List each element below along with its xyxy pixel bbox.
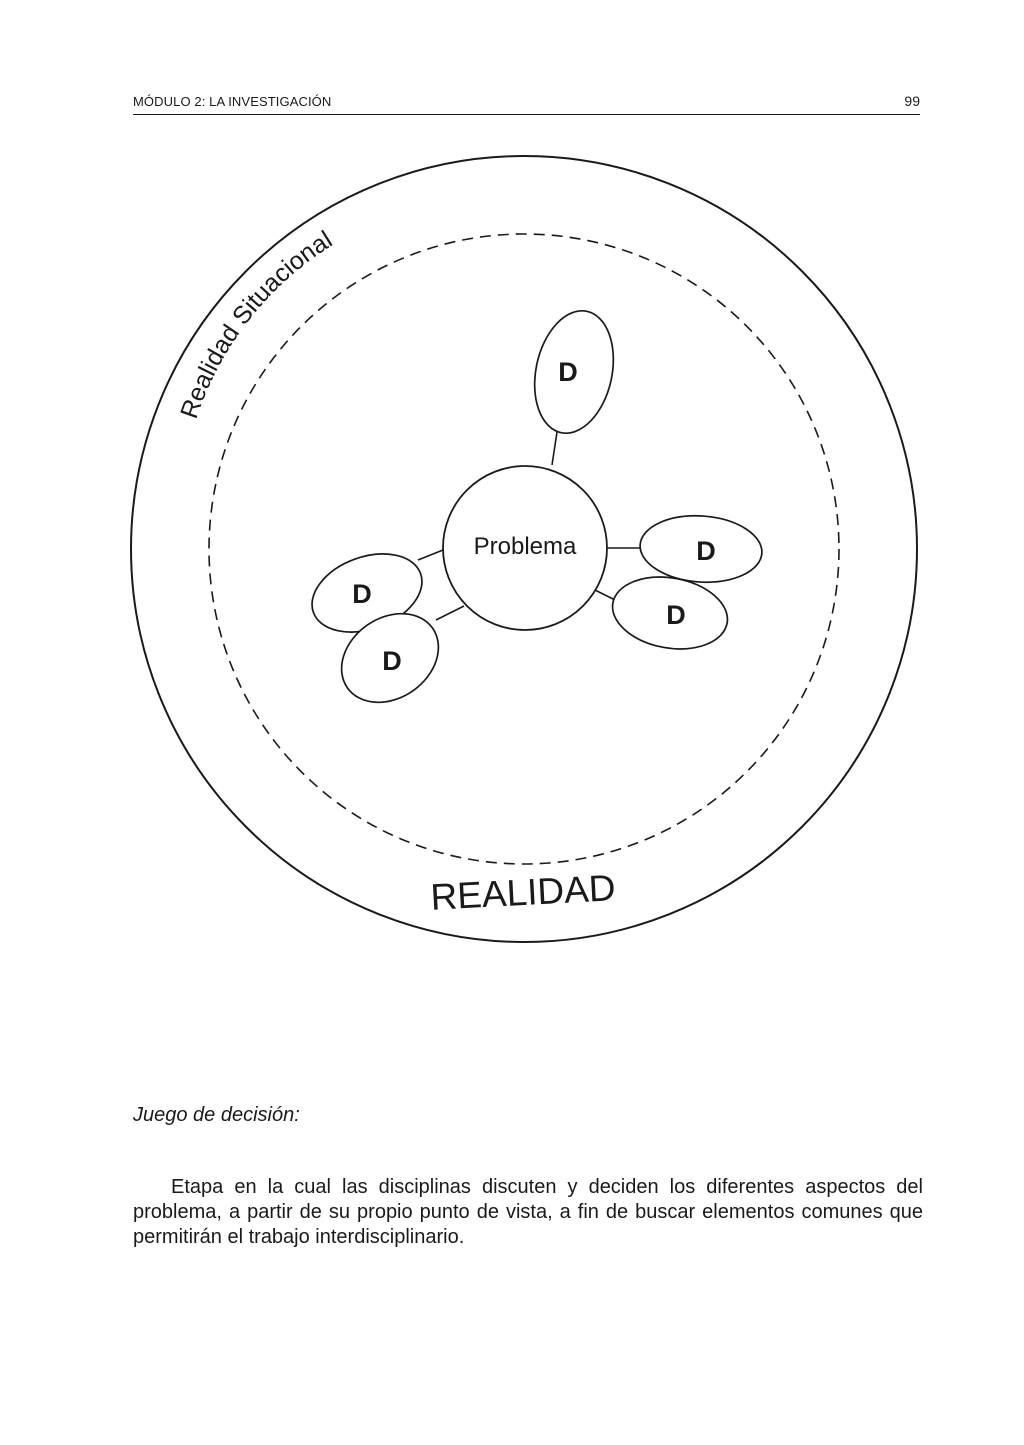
connector-line: [552, 432, 557, 465]
page-number: 99: [904, 93, 920, 109]
discipline-label: D: [696, 536, 716, 566]
connector-line: [436, 606, 464, 620]
section-heading: Juego de decisión:: [133, 1104, 300, 1126]
discipline-label: D: [382, 646, 402, 676]
discipline-node-top: [524, 303, 624, 440]
reality-label: REALIDAD: [429, 867, 617, 918]
discipline-node-right-upper: [638, 512, 764, 586]
discipline-label: D: [666, 600, 686, 630]
situational-reality-label: [175, 226, 337, 422]
problem-label: Problema: [473, 533, 577, 560]
body-paragraph: Etapa en la cual las disciplinas discuten y deciden los diferentes aspectos del problema, a partir de su propio punto de vista, a fin de buscar elementos comunes que permitirán el trabajo interdisciplinario.: [133, 1176, 923, 1248]
connector-line: [418, 550, 443, 560]
header-title: MÓDULO 2: LA INVESTIGACIÓN: [133, 94, 332, 109]
problem-node: [443, 466, 607, 630]
discipline-label: D: [352, 579, 372, 609]
situational-reality-label-path: Realidad Situacional: [175, 225, 338, 423]
discipline-label: D: [558, 357, 578, 387]
